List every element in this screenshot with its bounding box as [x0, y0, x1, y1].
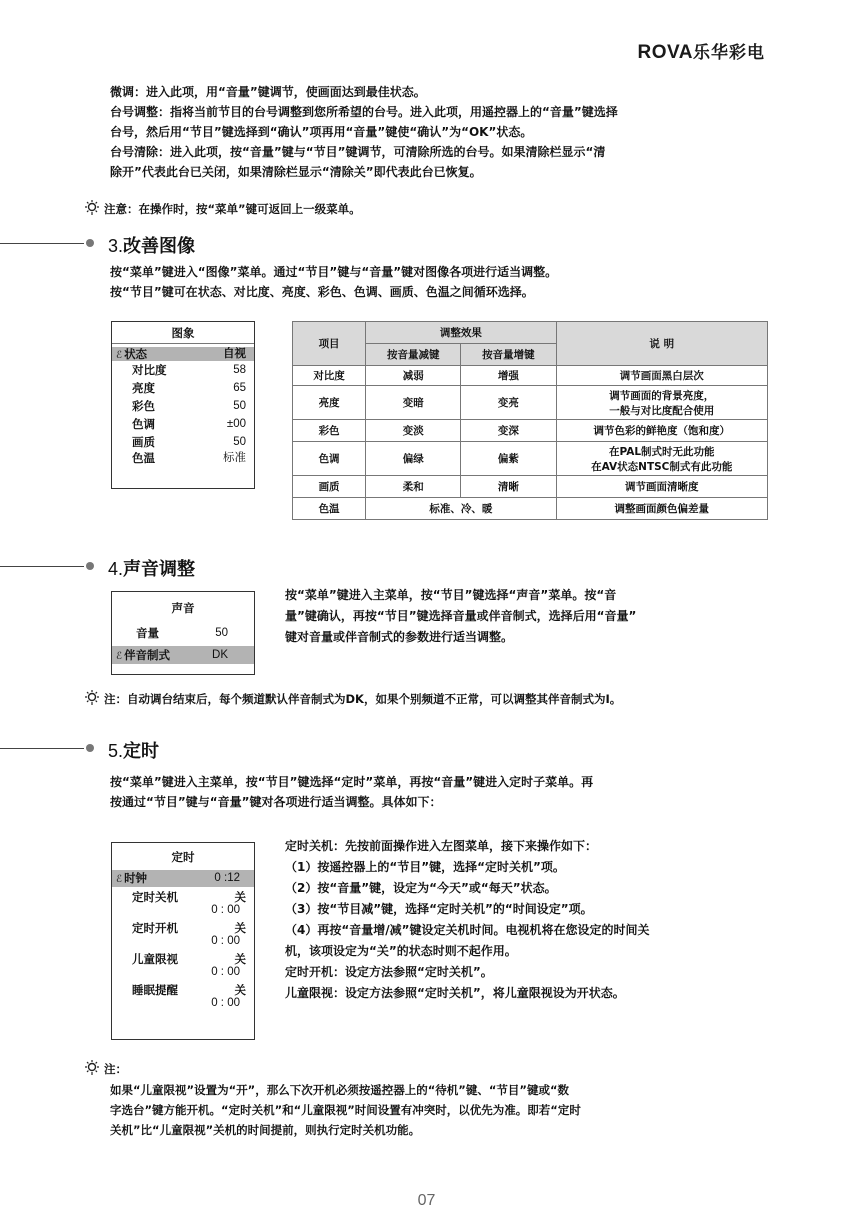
menu-time: 0 : 00 [211, 935, 240, 947]
cell-inc: 变深 [461, 420, 556, 442]
menu-row [112, 381, 254, 395]
intro-text [110, 82, 790, 182]
intro-line: 微调：进入此项，用“音量”键调节，使画面达到最佳状态。 [110, 85, 426, 99]
header-inc: 按音量增键 [461, 344, 556, 366]
cell-dec: 柔和 [366, 476, 461, 498]
brand-latin: ROVA [637, 42, 693, 63]
section-title-text: 定时 [123, 741, 160, 762]
note-text: 注： [104, 1062, 127, 1076]
table-header-row [293, 322, 768, 344]
cell-dec: 减弱 [366, 366, 461, 386]
section-rule [0, 566, 84, 567]
timer-steps [285, 836, 785, 1004]
intro-note [84, 200, 361, 217]
section4-line: 按“菜单”键进入主菜单，按“节目”键选择“声音”菜单。按“音 [285, 588, 617, 602]
section-rule [0, 243, 84, 244]
table-row [293, 442, 768, 476]
section3-line: 按“菜单”键进入“图像”菜单。通过“节目”键与“音量”键对图像各项进行适当调整。 [110, 265, 558, 279]
cell-desc: 调节画面清晰度 [556, 476, 767, 498]
cell-item: 亮度 [293, 386, 366, 420]
cell-dec: 变暗 [366, 386, 461, 420]
cell-item: 对比度 [293, 366, 366, 386]
header-dec: 按音量减键 [366, 344, 461, 366]
menu-label: 状态 [124, 347, 148, 361]
menu-row-selected [112, 347, 254, 361]
tip-icon [84, 1060, 100, 1076]
step-line: 机，该项设定为“关”的状态时则不起作用。 [285, 944, 517, 958]
section-rule [0, 748, 84, 749]
menu-label: 睡眠提醒 [132, 983, 178, 997]
timer-row [112, 983, 254, 997]
intro-line: 台号，然后用“节目”键选择到“确认”项再用“音量”键使“确认”为“OK”状态。 [110, 125, 533, 139]
section-title-text: 声音调整 [123, 559, 196, 580]
section4-title [108, 555, 195, 581]
menu-time: 0 : 00 [211, 966, 240, 978]
tip-icon [84, 690, 100, 706]
note-line: 字选台”键方能开机。“定时关机”和“儿童限视”时间设置有冲突时，以优先为准。即若“定时 [110, 1103, 581, 1117]
menu-state: 关 [234, 983, 246, 997]
desc-line: 调节画面的背景亮度， [609, 389, 715, 402]
table-row [293, 420, 768, 442]
step-line: （3）按“节目减”键，选择“定时关机”的“时间设定”项。 [285, 902, 593, 916]
section-number: 3. [108, 236, 124, 256]
section5-title [108, 737, 159, 763]
menu-value: 标准 [223, 452, 246, 464]
intro-line: 台号清除：进入此项，按“音量”键与“节目”键调节，可清除所选的台号。如果清除栏显示“清 [110, 145, 606, 159]
cell-desc: 调节画面黑白层次 [556, 366, 767, 386]
section-bullet-icon [86, 562, 94, 570]
section4-line: 量”键确认，再按“节目”键选择音量或伴音制式，选择后用“音量” [285, 609, 637, 623]
menu-value: 58 [233, 364, 246, 376]
table-row [293, 498, 768, 520]
section5-line: 按“菜单”键进入主菜单，按“节目”键选择“定时”菜单，再按“音量”键进入定时子菜单。再 [110, 775, 594, 789]
menu-title: 图象 [112, 322, 254, 344]
table-row [293, 476, 768, 498]
note-line: 如果“儿童限视”设置为“开”，那么下次开机必须按遥控器上的“待机”键、“节目”键或“数 [110, 1083, 570, 1097]
header-desc: 说 明 [556, 322, 767, 366]
section5-note [110, 1080, 800, 1140]
menu-value: 50 [215, 627, 228, 639]
menu-title: 定时 [171, 850, 195, 864]
menu-value: 自视 [223, 348, 246, 360]
cell-dec: 偏绿 [366, 442, 461, 476]
cursor-icon: ℰ [116, 350, 123, 361]
menu-value: DK [212, 649, 228, 661]
menu-label: 彩色 [132, 399, 155, 413]
section-title-text: 改善图像 [123, 236, 196, 257]
desc-line: 一般与对比度配合使用 [609, 404, 715, 417]
menu-row-selected [112, 870, 254, 887]
menu-row-selected [112, 646, 254, 664]
section3-title [108, 232, 195, 258]
cell-item: 彩色 [293, 420, 366, 442]
cursor-icon: ℰ [116, 651, 123, 662]
cell-item: 色调 [293, 442, 366, 476]
menu-row [112, 417, 254, 431]
menu-label: 儿童限视 [132, 952, 178, 966]
intro-line: 台号调整：指将当前节目的台号调整到您所希望的台号。进入此项，用遥控器上的“音量”键选择 [110, 105, 618, 119]
cell-desc: 调整画面颜色偏差量 [556, 498, 767, 520]
step-line: 定时关机：先按前面操作进入左图菜单，接下来操作如下： [285, 839, 598, 853]
sound-menu [111, 591, 255, 675]
section-number: 5. [108, 741, 124, 761]
brand-cn: 乐华彩电 [693, 43, 765, 63]
menu-value: 50 [233, 436, 246, 448]
table-row [293, 386, 768, 420]
menu-label: 色调 [132, 417, 155, 431]
menu-title: 声音 [171, 601, 195, 615]
cell-dec: 变淡 [366, 420, 461, 442]
adjustment-table [292, 321, 768, 520]
timer-row [112, 921, 254, 935]
header-effect: 调整效果 [366, 322, 556, 344]
menu-row [112, 399, 254, 413]
section3-line: 按“节目”键可在状态、对比度、亮度、彩色、色调、画质、色温之间循环选择。 [110, 285, 534, 299]
menu-value: 65 [233, 382, 246, 394]
menu-row [112, 363, 254, 377]
cell-inc: 变亮 [461, 386, 556, 420]
cell-desc [556, 442, 767, 476]
cell-mixed: 标准、冷、暖 [366, 498, 556, 520]
section5-text [110, 772, 800, 812]
desc-line: 在AV状态NTSC制式有此功能 [591, 460, 733, 473]
menu-label: 画质 [132, 435, 155, 449]
menu-label: 亮度 [132, 381, 155, 395]
step-line: （4）再按“音量增/减”键设定关机时间。电视机将在您设定的时间关 [285, 923, 650, 937]
note-text: 注：自动调台结束后，每个频道默认伴音制式为DK，如果个别频道不正常，可以调整其伴音制式为I。 [104, 692, 622, 706]
timer-menu [111, 842, 255, 1040]
cell-desc [556, 386, 767, 420]
menu-label: 音量 [136, 626, 159, 640]
section4-note [84, 690, 621, 707]
menu-label: 定时关机 [132, 890, 178, 904]
cell-inc: 偏紫 [461, 442, 556, 476]
header-item: 项目 [293, 322, 366, 366]
section4-line: 键对音量或伴音制式的参数进行适当调整。 [285, 630, 514, 644]
step-line: （2）按“音量”键，设定为“今天”或“每天”状态。 [285, 881, 557, 895]
section4-text [285, 585, 775, 648]
menu-value: 0 :12 [214, 872, 240, 884]
cell-inc: 增强 [461, 366, 556, 386]
section-bullet-icon [86, 744, 94, 752]
section5-line: 按通过“节目”键与“音量”键对各项进行适当调整。具体如下： [110, 795, 442, 809]
table-row [293, 366, 768, 386]
menu-label: 对比度 [132, 363, 167, 377]
note-text: 注意：在操作时，按“菜单”键可返回上一级菜单。 [104, 202, 361, 216]
cell-inc: 清晰 [461, 476, 556, 498]
menu-label: 定时开机 [132, 921, 178, 935]
note-line: 关机”比“儿童限视”关机的时间提前，则执行定时关机功能。 [110, 1123, 421, 1137]
menu-row [112, 451, 254, 465]
cursor-icon: ℰ [116, 874, 123, 885]
menu-value: 50 [233, 400, 246, 412]
menu-label: 色温 [132, 451, 155, 465]
step-line: （1）按遥控器上的“节目”键，选择“定时关机”项。 [285, 860, 565, 874]
cell-item: 色温 [293, 498, 366, 520]
menu-time: 0 : 00 [211, 904, 240, 916]
tip-icon [84, 200, 100, 216]
menu-time: 0 : 00 [211, 997, 240, 1009]
timer-row [112, 952, 254, 966]
desc-line: 在PAL制式时无此功能 [608, 445, 715, 458]
menu-state: 关 [234, 952, 246, 966]
menu-state: 关 [234, 921, 246, 935]
cell-item: 画质 [293, 476, 366, 498]
step-line: 儿童限视：设定方法参照“定时关机”，将儿童限视设为开状态。 [285, 986, 625, 1000]
step-line: 定时开机：设定方法参照“定时关机”。 [285, 965, 493, 979]
timer-row [112, 890, 254, 904]
intro-line: 除开”代表此台已关闭，如果清除栏显示“清除关”即代表此台已恢复。 [110, 165, 482, 179]
menu-label: 时钟 [124, 871, 148, 885]
page-number: 07 [417, 1192, 436, 1209]
section-number: 4. [108, 559, 124, 579]
menu-label: 伴音制式 [124, 648, 171, 662]
menu-row [112, 626, 254, 640]
menu-state: 关 [234, 890, 246, 904]
picture-menu [111, 321, 255, 489]
menu-row [112, 435, 254, 449]
section-bullet-icon [86, 239, 94, 247]
brand-logo [638, 38, 765, 64]
menu-value: ±00 [226, 418, 246, 430]
section3-text [110, 262, 800, 302]
cell-desc: 调节色彩的鲜艳度（饱和度） [556, 420, 767, 442]
section5-note-label [84, 1060, 127, 1077]
